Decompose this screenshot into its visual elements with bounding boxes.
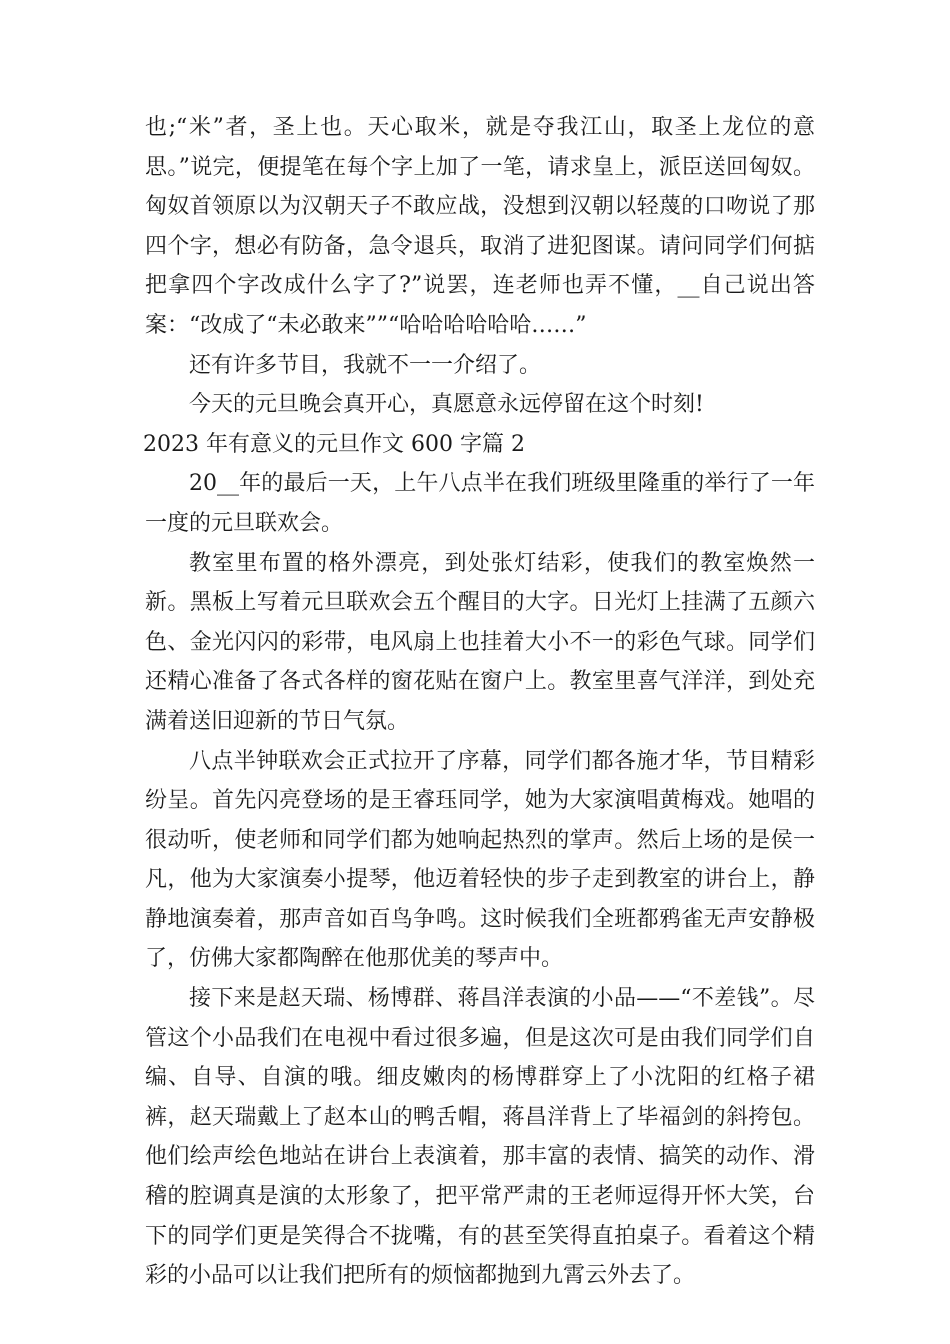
paragraph: 20__年的最后一天，上午八点半在我们班级里隆重的举行了一年一度的元旦联欢会。 bbox=[145, 471, 815, 536]
document-body bbox=[145, 108, 815, 1296]
paragraph: 今天的元旦晚会真开心，真愿意永远停留在这个时刻! bbox=[189, 392, 704, 418]
paragraph: 教室里布置的格外漂亮，到处张灯结彩，使我们的教室焕然一新。黑板上写着元旦联欢会五个醒目的大字。日光灯上挂满了五颜六色、金光闪闪的彩带，电风扇上也挂着大小不一的彩色气球。同学们还精心准备了各式各样的窗花贴在窗户上。教室里喜气洋洋，到处充满着送旧迎新的节日气氛。 bbox=[145, 550, 815, 734]
paragraph: 接下来是赵天瑞、杨博群、蒋昌洋表演的小品——“不差钱”。尽管这个小品我们在电视中看过很多遍，但是这次可是由我们同学们自编、自导、自演的哦。细皮嫩肉的杨博群穿上了小沈阳的红格子裙裤，赵天瑞戴上了赵本山的鸭舌帽，蒋昌洋背上了毕福剑的斜挎包。他们绘声绘色地站在讲台上表演着，那丰富的表情、搞笑的动作、滑稽的腔调真是演的太形象了，把平常严肃的王老师逗得开怀大笑，台下的同学们更是笑得合不拢嘴，有的甚至笑得直拍桌子。看着这个精彩的小品可以让我们把所有的烦恼都抛到九霄云外去了。 bbox=[145, 986, 815, 1289]
paragraph: 八点半钟联欢会正式拉开了序幕，同学们都各施才华，节目精彩纷呈。首先闪亮登场的是王睿珏同学，她为大家演唱黄梅戏。她唱的很动听，使老师和同学们都为她响起热烈的掌声。然后上场的是侯一凡，他为大家演奏小提琴，他迈着轻快的步子走到教室的讲台上，静静地演奏着，那声音如百鸟争鸣。这时候我们全班都鸦雀无声安静极了，仿佛大家都陶醉在他那优美的琴声中。 bbox=[145, 748, 815, 972]
paragraph: 还有许多节目，我就不一一介绍了。 bbox=[189, 352, 542, 378]
section-title: 2023 年有意义的元旦作文 600 字篇 2 bbox=[143, 431, 525, 457]
paragraph-continued: 也;“米”者，圣上也。天心取米，就是夺我江山，取圣上龙位的意思。”说完，便提笔在每个字上加了一笔，请求皇上，派臣送回匈奴。匈奴首领原以为汉朝天子不敢应战，没想到汉朝以轻蔑的口吻说了那四个字，想必有防备，急令退兵，取消了进犯图谋。请问同学们何掂把拿四个字改成什么字了?”说罢，连老师也弄不懂，__自己说出答案：“改成了“未必敢来””“哈哈哈哈哈哈……” bbox=[145, 115, 815, 338]
